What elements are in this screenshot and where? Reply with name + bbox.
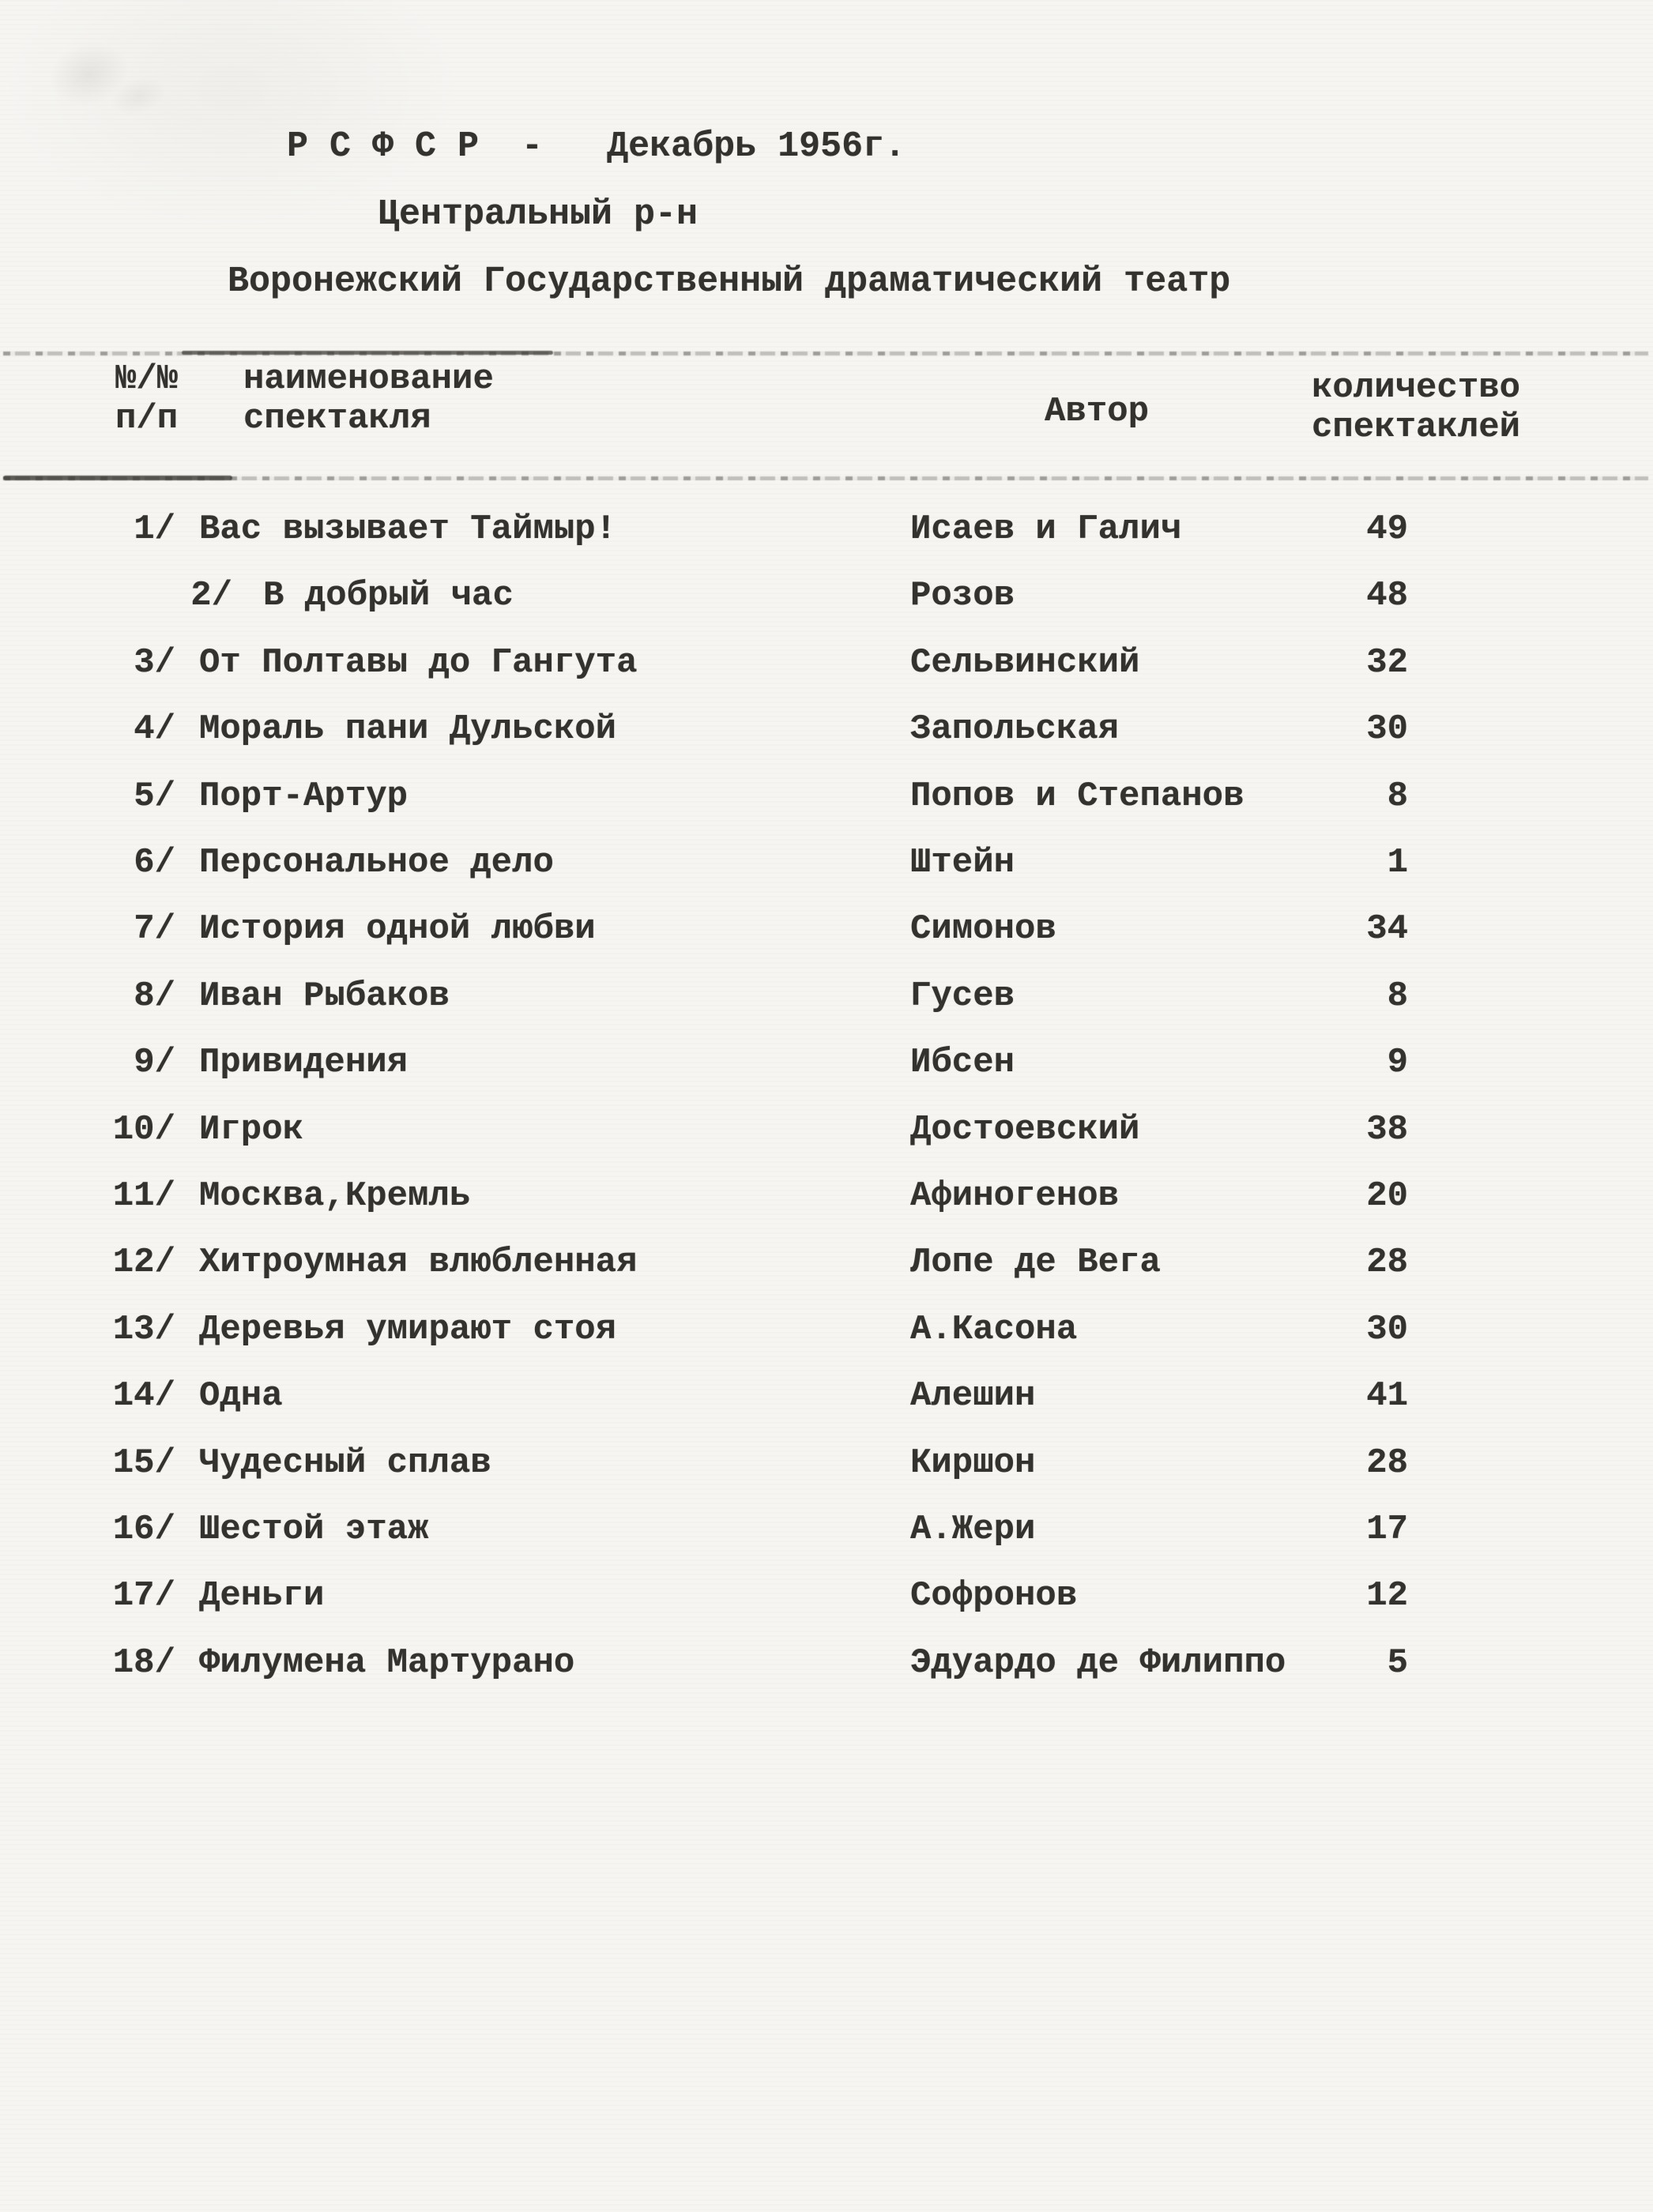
- row-performance-count: 20: [1366, 1176, 1408, 1216]
- row-number: 9/: [134, 1043, 175, 1082]
- row-number: 13/: [112, 1310, 175, 1349]
- row-author: А.Жери: [910, 1510, 1036, 1549]
- row-author: А.Касона: [910, 1310, 1078, 1349]
- row-author: Достоевский: [910, 1110, 1140, 1149]
- table-row: [0, 640, 1653, 689]
- row-performance-count: 9: [1387, 1043, 1408, 1082]
- table-row: [0, 1640, 1653, 1689]
- row-author: Киршон: [910, 1443, 1036, 1483]
- row-performance-title: Деньги: [199, 1576, 325, 1616]
- column-header-performance-name-line1: наименование: [243, 359, 494, 399]
- column-header-performance-count-line1: количество: [1312, 368, 1521, 408]
- row-number: 11/: [112, 1176, 175, 1216]
- column-header-author-label: Автор: [1045, 392, 1150, 431]
- row-number: 12/: [112, 1243, 175, 1282]
- table-row: [0, 840, 1653, 889]
- row-performance-count: 48: [1366, 576, 1408, 615]
- table-row: [0, 506, 1653, 555]
- row-author: Ибсен: [910, 1043, 1015, 1082]
- table-row: [0, 1173, 1653, 1222]
- row-performance-title: Шестой этаж: [199, 1510, 429, 1549]
- row-performance-title: Филумена Мартурано: [199, 1643, 575, 1683]
- row-author: Запольская: [910, 709, 1120, 749]
- table-row: [0, 1573, 1653, 1622]
- row-number: 15/: [112, 1443, 175, 1483]
- row-number: 17/: [112, 1576, 175, 1616]
- row-performance-title: Мораль пани Дульской: [199, 709, 617, 749]
- table-row: [0, 573, 1653, 622]
- row-author: Исаев и Галич: [910, 510, 1182, 549]
- row-author: Сельвинский: [910, 643, 1140, 683]
- column-header-performance-count-line2: спектаклей: [1312, 408, 1521, 447]
- row-author: Симонов: [910, 909, 1056, 949]
- row-performance-title: Порт-Артур: [199, 777, 409, 816]
- row-author: Эдуардо де Филиппо: [910, 1643, 1286, 1683]
- row-number: 4/: [134, 709, 175, 749]
- row-performance-count: 1: [1387, 843, 1408, 882]
- table-row: [0, 773, 1653, 822]
- row-author: Афиногенов: [910, 1176, 1120, 1216]
- row-performance-title: Вас вызывает Таймыр!: [199, 510, 617, 549]
- row-number: 3/: [134, 643, 175, 683]
- row-performance-title: Персональное дело: [199, 843, 554, 882]
- document-theater-title: Воронежский Государственный драматический театр: [228, 261, 1231, 302]
- row-performance-title: Привидения: [199, 1043, 409, 1082]
- row-performance-count: 49: [1366, 510, 1408, 549]
- row-performance-title: Игрок: [199, 1110, 304, 1149]
- row-performance-title: Москва,Кремль: [199, 1176, 471, 1216]
- row-performance-title: Иван Рыбаков: [199, 976, 450, 1016]
- row-performance-count: 34: [1366, 909, 1408, 949]
- row-performance-title: Хитроумная влюбленная: [199, 1243, 638, 1282]
- table-row: [0, 906, 1653, 955]
- table-row: [0, 1240, 1653, 1288]
- row-author: Алешин: [910, 1376, 1036, 1416]
- row-performance-count: 8: [1387, 976, 1408, 1016]
- row-performance-count: 17: [1366, 1510, 1408, 1549]
- row-number: 8/: [134, 976, 175, 1016]
- row-performance-count: 38: [1366, 1110, 1408, 1149]
- row-performance-count: 5: [1387, 1643, 1408, 1683]
- row-performance-count: 8: [1387, 777, 1408, 816]
- row-performance-title: Деревья умирают стоя: [199, 1310, 617, 1349]
- table-row: [0, 1440, 1653, 1489]
- table-row: [0, 1507, 1653, 1556]
- row-author: Гусев: [910, 976, 1015, 1016]
- row-number: 14/: [112, 1376, 175, 1416]
- row-number: 18/: [112, 1643, 175, 1683]
- table-row: [0, 1107, 1653, 1156]
- row-number: 1/: [134, 510, 175, 549]
- row-number: 2/: [190, 576, 232, 615]
- column-header-row-number-line2: п/п: [115, 399, 179, 438]
- row-performance-count: 30: [1366, 709, 1408, 749]
- row-performance-title: В добрый час: [263, 576, 514, 615]
- row-performance-count: 41: [1366, 1376, 1408, 1416]
- row-performance-title: Чудесный сплав: [199, 1443, 491, 1483]
- row-number: 10/: [112, 1110, 175, 1149]
- row-performance-count: 28: [1366, 1443, 1408, 1483]
- row-author: Розов: [910, 576, 1015, 615]
- document-district-subtitle: Центральный р-н: [378, 194, 698, 235]
- row-number: 16/: [112, 1510, 175, 1549]
- document-region-date-title: Р С Ф С Р - Декабрь 1956г.: [287, 126, 906, 167]
- row-number: 5/: [134, 777, 175, 816]
- table-row: [0, 706, 1653, 755]
- row-number: 6/: [134, 843, 175, 882]
- row-number: 7/: [134, 909, 175, 949]
- row-performance-count: 28: [1366, 1243, 1408, 1282]
- table-row: [0, 1373, 1653, 1422]
- row-performance-count: 12: [1366, 1576, 1408, 1616]
- table-row: [0, 1040, 1653, 1089]
- row-author: Попов и Степанов: [910, 777, 1244, 816]
- table-row: [0, 1307, 1653, 1356]
- row-performance-title: От Полтавы до Гангута: [199, 643, 638, 683]
- row-performance-count: 32: [1366, 643, 1408, 683]
- row-author: Штейн: [910, 843, 1015, 882]
- row-performance-title: Одна: [199, 1376, 283, 1416]
- table-row: [0, 973, 1653, 1022]
- column-header-row-number-line1: №/№: [115, 359, 179, 399]
- row-performance-count: 30: [1366, 1310, 1408, 1349]
- column-header-performance-name-line2: спектакля: [243, 399, 431, 438]
- row-author: Лопе де Вега: [910, 1243, 1161, 1282]
- row-author: Софронов: [910, 1576, 1078, 1616]
- row-performance-title: История одной любви: [199, 909, 596, 949]
